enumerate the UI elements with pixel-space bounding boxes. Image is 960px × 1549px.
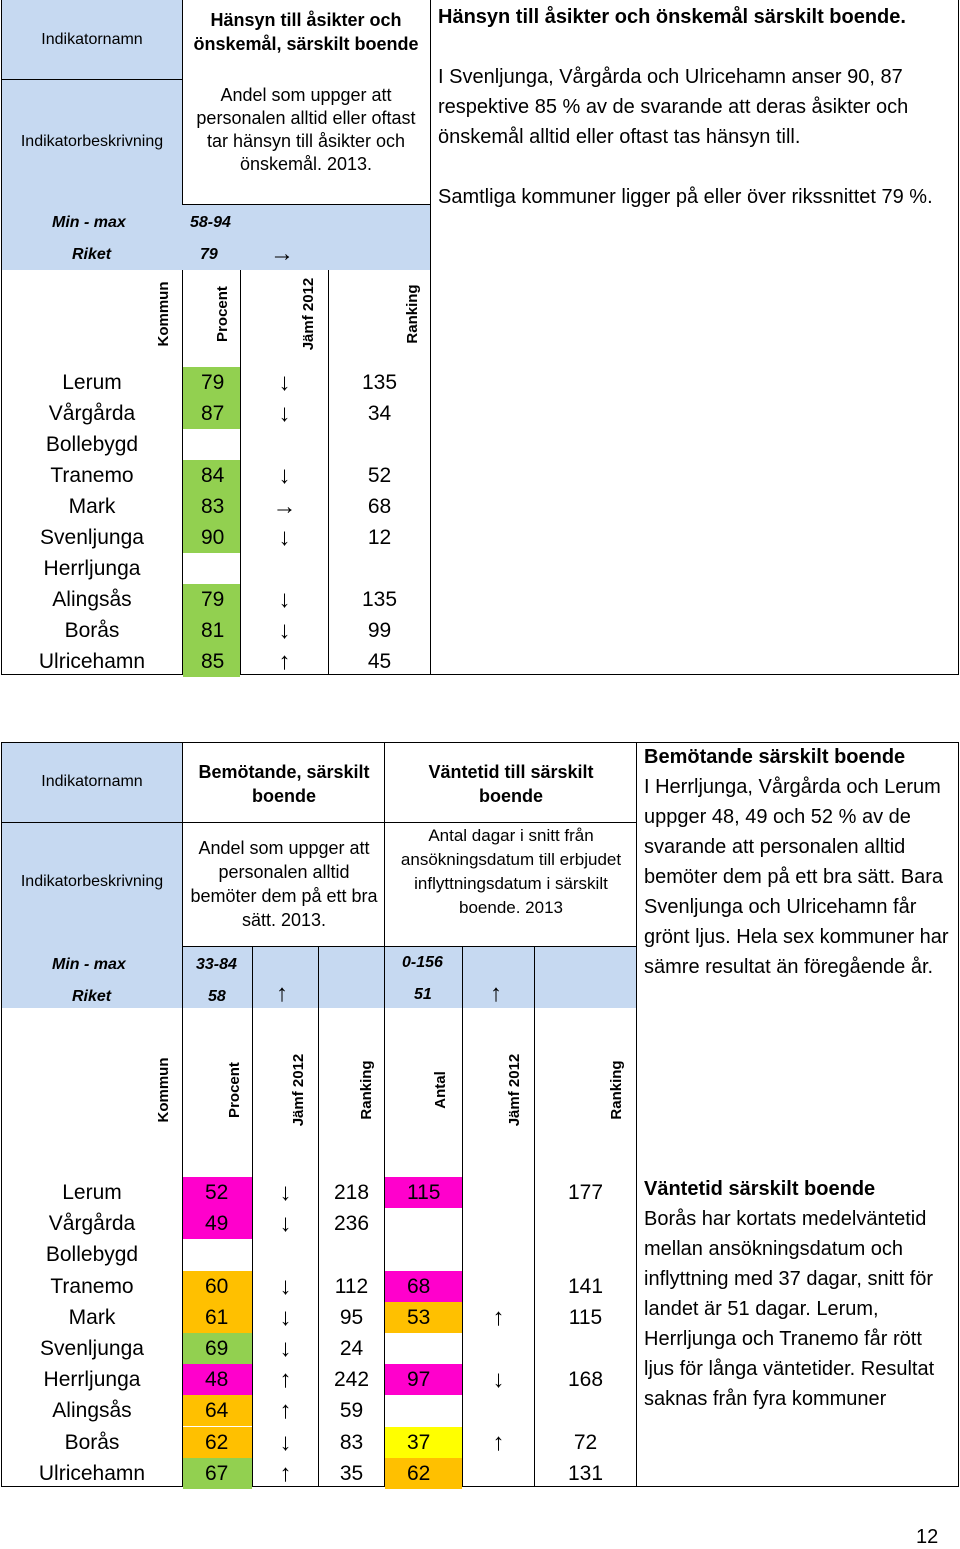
ranking-value: 34 [367,402,392,425]
riket-label: Riket [72,988,112,1005]
col-header-antal: Antal [432,1071,449,1109]
ranking-value [329,429,430,460]
col-header-jamf-2: Jämf 2012 [506,1053,523,1127]
kommun-name: Borås [64,619,120,642]
antal-value: 37 [385,1427,462,1458]
kommun-name: Tranemo [50,464,134,487]
kommun-name: Vårgårda [48,402,136,425]
bemotande-description: Andel som uppger att personalen alltid bemöter dem på ett bra sätt. 2013. [190,838,378,930]
procent-value: 83 [183,491,240,522]
ranking-value: 115 [568,1305,603,1329]
procent-value: 52 [183,1177,252,1208]
ranking-value: 12 [367,526,392,549]
antal-value: 62 [385,1458,462,1489]
trend-icon [463,1239,534,1270]
riket-value: 79 [200,246,218,263]
procent-value: 69 [183,1333,252,1364]
antal-value [385,1395,462,1426]
procent-value [183,553,240,584]
col-header-jamf: Jämf 2012 [300,277,317,351]
bemotande-minmax: 33-84 [196,956,237,973]
procent-value: 61 [183,1302,252,1333]
trend-icon [463,1395,534,1426]
indicator-title: Hänsyn till åsikter och önskemål, särskilt boende [193,10,419,54]
kommun-name: Bollebygd [45,433,139,456]
ranking-value: 236 [333,1212,370,1236]
procent-value: 90 [183,522,240,553]
ranking-value: 59 [339,1399,364,1423]
kommun-name: Lerum [62,371,122,394]
ranking-value: 52 [367,464,392,487]
minmax-value: 58-94 [190,214,231,231]
indicator-description: Andel som uppger att personalen alltid eller oftast tar hänsyn till åsikter och önskemål. 2013. [196,85,416,174]
kommun-name: Lerum [62,1181,122,1204]
kommun-name: Herrljunga [43,557,141,580]
col-header-kommun: Kommun [155,281,172,347]
trend-icon: ↑ [492,1303,505,1331]
bemotande-riket-trend-icon: ↑ [276,980,288,1007]
ranking-value: 24 [339,1337,364,1360]
trend-icon: → [272,493,297,520]
ranking-value [535,1333,636,1364]
trend-icon: ↑ [279,1459,292,1487]
ranking-value [329,553,430,584]
procent-value: 81 [183,615,240,646]
trend-icon: ↓ [279,1179,292,1206]
kommun-name: Vårgårda [48,1212,136,1236]
text-summary: Samtliga kommuner ligger på eller över rikssnittet 79 %. [438,186,933,208]
trend-icon [241,429,328,460]
procent-value: 60 [183,1271,252,1302]
col-header-ranking: Ranking [404,284,421,344]
ranking-value [535,1208,636,1239]
kommun-name: Ulricehamn [38,650,146,673]
ranking-value: 242 [333,1368,370,1392]
bemotande-text-body: I Herrljunga, Vårgårda och Lerum uppger 48, 49 och 52 % av de svarande att personalen alltid bemöter dem på ett bra sätt. Bara Svenljunga och Ulricehamn får grönt ljus. Hela sex kommuner har sämre resultat än föregående år. [644,776,949,978]
vantetid-title: Väntetid till särskilt boende [428,762,594,806]
procent-value: 79 [183,367,240,398]
indicator-desc-label: Indikatorbeskrivning [20,133,164,150]
vantetid-description: Antal dagar i snitt från ansökningsdatum till erbjudet inflyttningsdatum i särskilt boende. 2013 [400,826,622,917]
trend-icon [253,1239,318,1270]
riket-label: Riket [72,246,112,263]
procent-value: 48 [183,1364,252,1395]
antal-value [385,1239,462,1270]
ranking-value: 135 [361,588,398,611]
minmax-label: Min - max [52,956,126,973]
trend-icon: ↓ [492,1366,505,1394]
trend-icon: ↓ [279,1210,292,1238]
trend-icon [463,1333,534,1364]
col-header-ranking-1: Ranking [358,1060,375,1120]
indicator-name-label: Indikatornamn [41,31,143,48]
vantetid-text-title: Väntetid särskilt boende [644,1178,876,1200]
kommun-name: Mark [68,495,116,518]
procent-value: 84 [183,460,240,491]
trend-icon: ↓ [278,369,291,396]
col-header-jamf-1: Jämf 2012 [290,1053,307,1127]
trend-icon: ↓ [279,1303,292,1331]
page-number: 12 [916,1526,939,1548]
trend-icon: ↑ [492,1428,505,1456]
vantetid-minmax: 0-156 [402,954,443,971]
riket-trend-icon: → [270,240,294,267]
ranking-value: 168 [567,1368,604,1392]
ranking-value: 177 [567,1181,604,1204]
ranking-value: 68 [367,495,392,518]
kommun-name: Tranemo [50,1274,134,1298]
ranking-value: 35 [339,1461,364,1485]
ranking-value [319,1239,384,1270]
col-header-ranking-2: Ranking [608,1060,625,1120]
procent-value: 85 [183,646,240,677]
trend-icon: ↓ [278,524,291,551]
ranking-value: 112 [334,1274,369,1298]
kommun-name: Borås [64,1430,120,1454]
kommun-name: Svenljunga [40,1337,144,1360]
trend-icon [463,1271,534,1302]
procent-value: 79 [183,584,240,615]
antal-value [385,1333,462,1364]
ranking-value: 72 [573,1430,598,1454]
ranking-value [535,1395,636,1426]
trend-icon: ↑ [279,1366,292,1394]
ranking-value: 218 [333,1181,370,1204]
procent-value [183,1239,252,1270]
procent-value: 62 [183,1427,252,1458]
text-body: I Svenljunga, Vårgårda och Ulricehamn anser 90, 87 respektive 85 % av de svarande att deras åsikter och önskemål alltid eller oftast tas hänsyn till. [438,66,909,148]
kommun-name: Bollebygd [45,1243,139,1267]
kommun-name: Alingsås [52,588,132,611]
kommun-name: Mark [68,1305,116,1329]
col-header-kommun: Kommun [155,1057,172,1123]
ranking-value: 45 [367,650,392,673]
trend-icon [463,1177,534,1208]
bemotande-riket: 58 [208,988,226,1005]
trend-icon: ↓ [279,1272,292,1300]
kommun-name: Svenljunga [40,526,144,549]
ranking-value: 83 [339,1430,364,1454]
indicator-name-label: Indikatornamn [41,773,143,790]
trend-icon: ↓ [278,462,291,489]
trend-icon: ↓ [278,617,291,644]
procent-value: 87 [183,398,240,429]
trend-icon [241,553,328,584]
bemotande-text-title: Bemötande särskilt boende [644,746,906,768]
vantetid-riket-trend-icon: ↑ [490,980,502,1007]
antal-value: 68 [385,1271,462,1302]
trend-icon [463,1208,534,1239]
ranking-value: 135 [361,371,398,394]
ranking-value: 131 [567,1461,604,1485]
procent-value: 49 [183,1208,252,1239]
trend-icon [463,1458,534,1489]
text-title: Hänsyn till åsikter och önskemål särskilt boende. [438,6,906,28]
kommun-name: Alingsås [52,1399,132,1423]
ranking-value: 141 [567,1274,604,1298]
trend-icon: ↓ [279,1428,292,1456]
antal-value: 97 [385,1364,462,1395]
kommun-name: Herrljunga [43,1368,141,1392]
indicator-desc-label: Indikatorbeskrivning [20,873,164,890]
col-header-procent: Procent [214,286,231,342]
trend-icon: ↓ [279,1335,292,1362]
bemotande-title: Bemötande, särskilt boende [198,762,370,806]
antal-value: 53 [385,1302,462,1333]
minmax-label: Min - max [52,214,126,231]
ranking-value: 95 [339,1305,364,1329]
trend-icon: ↓ [278,400,291,427]
trend-icon: ↑ [279,1397,292,1425]
kommun-name: Ulricehamn [38,1461,146,1485]
antal-value [385,1208,462,1239]
vantetid-text-body: Borås har kortats medelväntetid mellan ansökningsdatum och inflyttning med 37 dagar, snitt för landet är 51 dagar. Lerum, Herrljunga och Tranemo får rött ljus för långa väntetider. Resultat saknas från fyra kommuner [644,1208,935,1410]
vantetid-riket: 51 [414,986,432,1003]
procent-value [183,429,240,460]
antal-value: 115 [385,1177,462,1208]
col-header-procent: Procent [226,1062,243,1118]
procent-value: 64 [183,1395,252,1426]
procent-value: 67 [183,1458,252,1489]
ranking-value [535,1239,636,1270]
trend-icon: ↑ [278,648,291,675]
trend-icon: ↓ [278,586,291,613]
ranking-value: 99 [367,619,392,642]
